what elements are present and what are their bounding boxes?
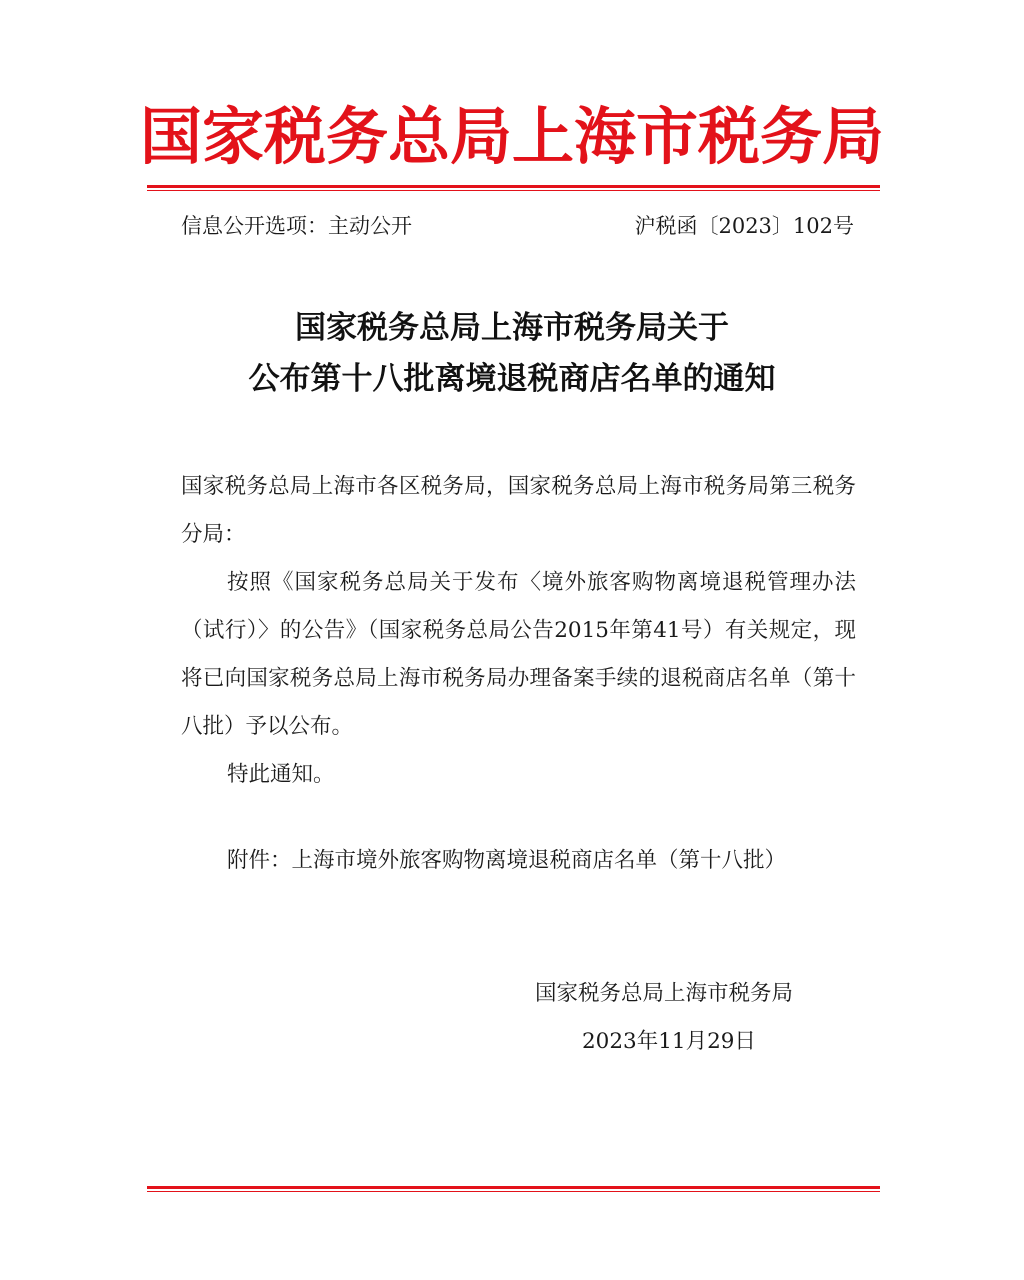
- closing-line: 特此通知。: [227, 762, 335, 787]
- header-red-rule-thick: [147, 185, 880, 188]
- signature-organization: 国家税务总局上海市税务局: [535, 981, 794, 1006]
- document-title-line-1: 国家税务总局上海市税务局关于: [295, 310, 729, 346]
- body-paragraph: 按照《国家税务总局关于发布〈境外旅客购物离境退税管理办法（试行）〉的公告》（国家税务总局公告2015年第41号）有关规定，现将已向国家税务总局上海市税务局办理备案手续的退税商店名单（第十八批）予以公布。: [181, 570, 856, 739]
- document-title: [0, 303, 1024, 405]
- header-red-rule-thin: [147, 190, 880, 191]
- signature-date: 2023年11月29日: [582, 1029, 756, 1054]
- issuer-header-title: 国家税务总局上海市税务局: [139, 100, 884, 173]
- disclosure-option: 信息公开选项：主动公开: [181, 214, 412, 238]
- addressee: 国家税务总局上海市各区税务局，国家税务总局上海市税务局第三税务分局：: [181, 474, 856, 547]
- attachment-note: 附件：上海市境外旅客购物离境退税商店名单（第十八批）: [227, 848, 787, 873]
- footer-red-rule-thick: [147, 1186, 880, 1189]
- document-number: 沪税函〔2023〕102号: [634, 214, 854, 238]
- footer-red-rule-thin: [147, 1191, 880, 1192]
- document-title-line-2: 公布第十八批离境退税商店名单的通知: [248, 361, 776, 397]
